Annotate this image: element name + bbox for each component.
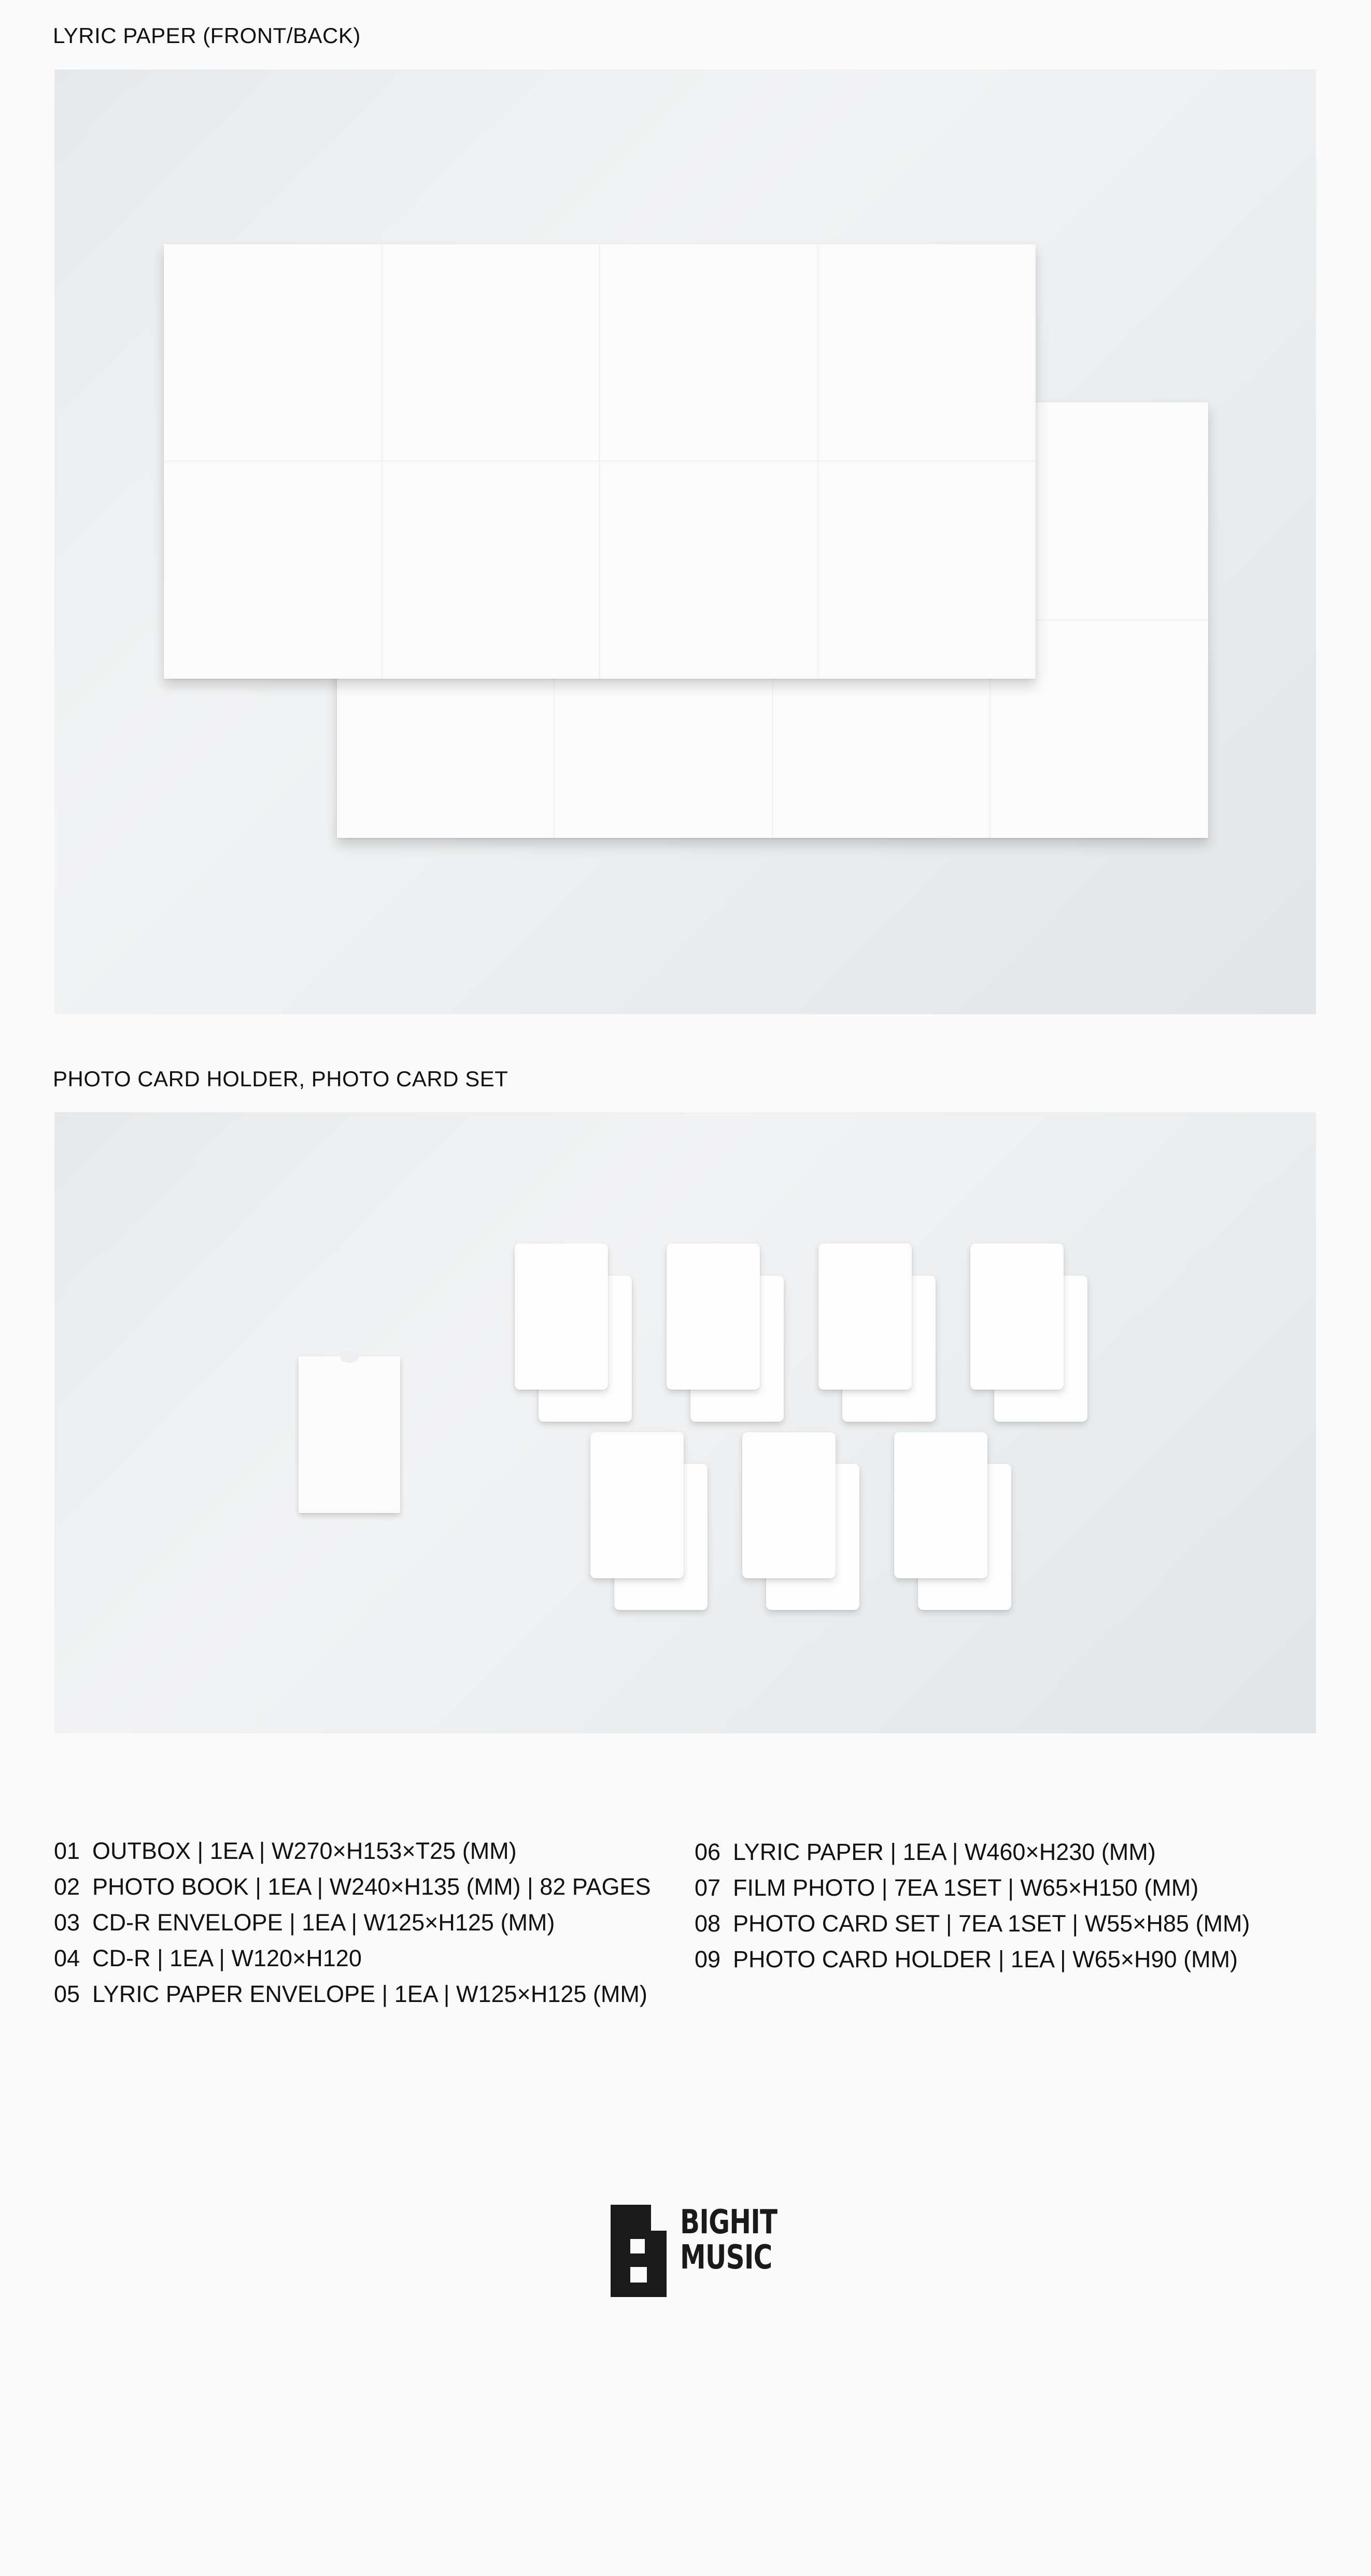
spec-item: 07 FILM PHOTO | 7EA 1SET | W65×H150 (MM) <box>695 1874 1199 1901</box>
spec-list-left <box>54 1833 651 2012</box>
photo-card-title: PHOTO CARD HOLDER, PHOTO CARD SET <box>53 1067 508 1091</box>
photo-card-front <box>515 1243 608 1390</box>
spec-item: 03 CD-R ENVELOPE | 1EA | W125×H125 (MM) <box>54 1909 555 1936</box>
spec-item: 04 CD-R | 1EA | W120×H120 <box>54 1945 362 1971</box>
photo-card-holder <box>299 1356 400 1513</box>
spec-item: 01 OUTBOX | 1EA | W270×H153×T25 (MM) <box>54 1838 517 1864</box>
spec-item: 05 LYRIC PAPER ENVELOPE | 1EA | W125×H125 (MM) <box>54 1981 647 2007</box>
lyric-paper-image <box>54 69 1316 1014</box>
photo-card-front <box>894 1432 987 1578</box>
spec-item: 02 PHOTO BOOK | 1EA | W240×H135 (MM) | 82 PAGES <box>54 1873 651 1900</box>
photo-card-front <box>818 1243 912 1390</box>
lyric-paper-title: LYRIC PAPER (FRONT/BACK) <box>53 23 361 48</box>
photo-card-front <box>970 1243 1064 1390</box>
spec-item: 06 LYRIC PAPER | 1EA | W460×H230 (MM) <box>695 1839 1156 1865</box>
spec-list-right <box>695 1834 1250 1977</box>
spec-item: 08 PHOTO CARD SET | 7EA 1SET | W55×H85 (MM) <box>695 1910 1250 1937</box>
photo-card-front <box>590 1432 684 1578</box>
spec-item: 09 PHOTO CARD HOLDER | 1EA | W65×H90 (MM) <box>695 1946 1238 1972</box>
photo-card-front <box>742 1432 836 1578</box>
lyric-paper-front-sheet <box>164 244 1036 679</box>
bighit-logo-icon <box>611 2205 667 2297</box>
logo-text-line1: BIGHIT <box>680 2203 778 2242</box>
photo-card-image <box>54 1112 1316 1733</box>
photo-card-front <box>667 1243 760 1390</box>
logo-text-line2: MUSIC <box>680 2238 772 2277</box>
bighit-music-logo <box>611 2203 778 2298</box>
